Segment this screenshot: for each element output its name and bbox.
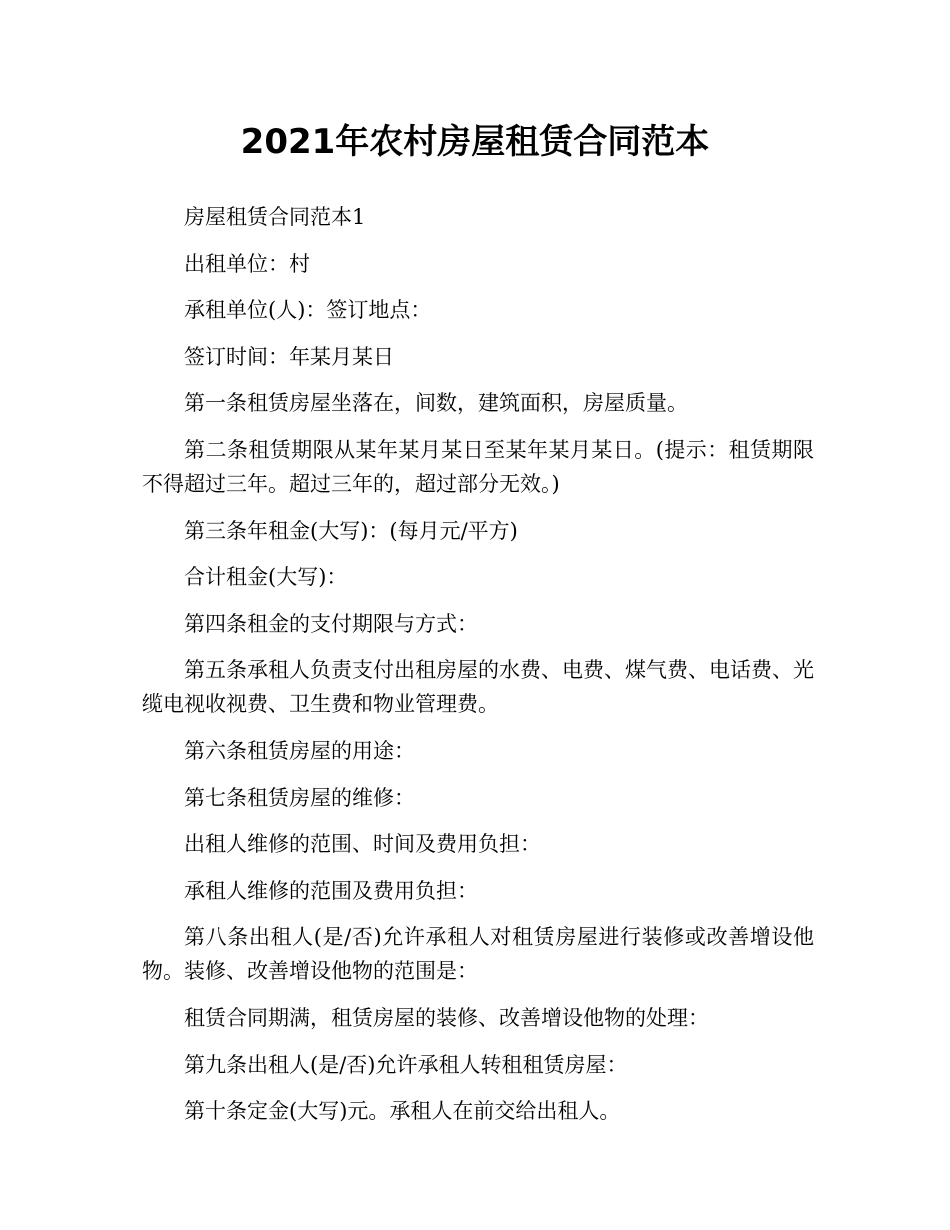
paragraph-contract-heading: 房屋租赁合同范本1 <box>184 205 366 229</box>
paragraph-article-8: 第八条出租人(是/否)允许承租人对租赁房屋进行装修或改善增设他物。装修、改善增设他物的范围是： <box>142 925 814 984</box>
paragraph-lessee-repair: 承租人维修的范围及费用负担： <box>184 878 478 903</box>
document-body <box>142 200 814 1141</box>
paragraph-article-3: 第三条年租金(大写)：(每月元/平方) <box>184 518 518 543</box>
paragraph-signing-time: 签订时间：年某月某日 <box>184 344 394 369</box>
paragraph-lease-expiry: 租赁合同期满，租赁房屋的装修、改善增设他物的处理： <box>184 1005 709 1030</box>
paragraph-total-rent: 合计租金(大写)： <box>184 565 348 590</box>
paragraph-article-10: 第十条定金(大写)元。承租人在前交给出租人。 <box>184 1099 621 1124</box>
paragraph-article-4: 第四条租金的支付期限与方式： <box>184 611 478 636</box>
paragraph-article-2: 第二条租赁期限从某年某月某日至某年某月某日。(提示：租赁期限不得超过三年。超过三年的，超过部分无效。) <box>142 437 814 496</box>
paragraph-article-7: 第七条租赁房屋的维修： <box>184 785 415 810</box>
paragraph-article-1: 第一条租赁房屋坐落在，间数，建筑面积，房屋质量。 <box>184 391 688 416</box>
paragraph-article-5: 第五条承租人负责支付出租房屋的水费、电费、煤气费、电话费、光缆电视收视费、卫生费和物业管理费。 <box>142 658 814 717</box>
paragraph-lessor-unit: 出租单位：村 <box>184 251 310 276</box>
paragraph-lessee-unit: 承租单位(人)：签订地点： <box>184 298 432 323</box>
paragraph-lessor-repair: 出租人维修的范围、时间及费用负担： <box>184 832 541 857</box>
paragraph-article-6: 第六条租赁房屋的用途： <box>184 738 415 763</box>
paragraph-article-9: 第九条出租人(是/否)允许承租人转租租赁房屋： <box>184 1052 628 1077</box>
document-title: 2021年农村房屋租赁合同范本 <box>240 122 710 162</box>
